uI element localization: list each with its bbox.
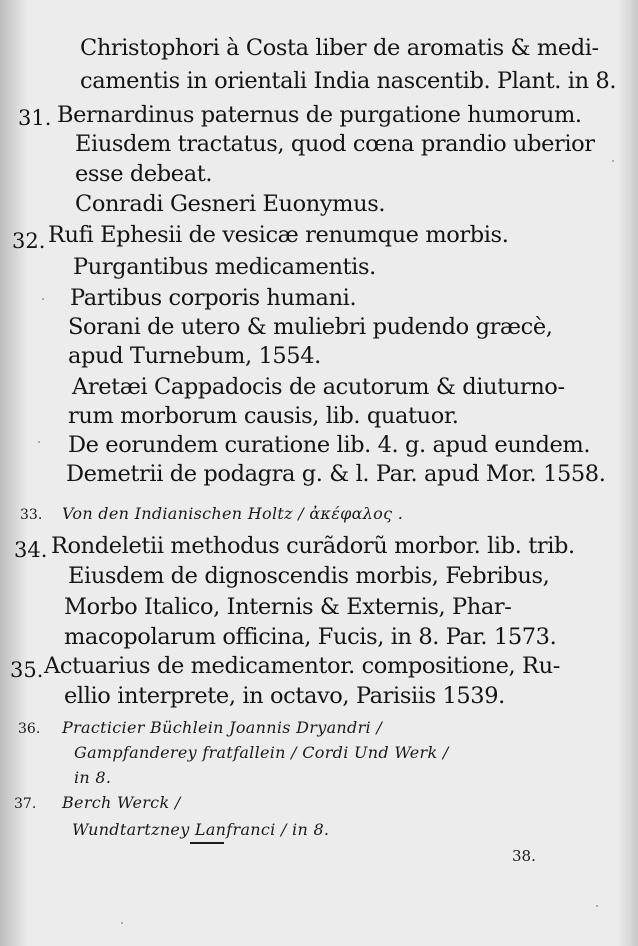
entry-line: Eiusdem tractatus, quod cœna prandio uberior — [75, 131, 595, 157]
handwritten-entry-line: Berch Werck / — [62, 793, 181, 812]
entry-number: 32. — [12, 229, 46, 253]
entry-line: Partibus corporis humani. — [70, 285, 357, 311]
entry-line: Sorani de utero & muliebri pudendo græcè, — [68, 314, 553, 340]
entry-line: esse debeat. — [75, 161, 213, 187]
catchword: 38. — [512, 847, 536, 865]
handwritten-entry-line: in 8. — [74, 768, 112, 787]
entry-line: Eiusdem de dignoscendis morbis, Febribus, — [68, 563, 550, 589]
paper-speck — [121, 922, 123, 924]
entry-line: Bernardinus paternus de purgatione humorum. — [57, 102, 582, 128]
entry-line: Morbo Italico, Internis & Externis, Phar- — [64, 594, 512, 620]
paper-speck — [596, 905, 598, 907]
entry-line: ellio interprete, in octavo, Parisiis 1539. — [64, 683, 505, 709]
entry-number: 36. — [18, 721, 41, 737]
paper-speck — [38, 441, 40, 443]
handwritten-entry-line: Gampfanderey fratfallein / Cordi Und Werk / — [74, 743, 449, 762]
entry-number: 37. — [14, 796, 37, 812]
handwritten-entry-line: Wundtartzney Lanfranci / in 8. — [72, 820, 330, 839]
paper-speck — [612, 160, 614, 162]
entry-line: macopolarum officina, Fucis, in 8. Par. 1573. — [64, 624, 557, 650]
entry-number: 34. — [14, 538, 48, 562]
entry-line: Actuarius de medicamentor. compositione, Ru- — [44, 653, 560, 679]
entry-line: Conradi Gesneri Euonymus. — [75, 191, 386, 217]
handwritten-entry-line: Von den Indianischen Holtz / ἀκέφαλος . — [62, 504, 404, 523]
entry-line: Aretæi Cappadocis de acutorum & diuturno- — [72, 374, 565, 400]
handwritten-entry-line: Practicier Büchlein Joannis Dryandri / — [62, 718, 383, 737]
ink-underline-stroke — [190, 842, 224, 844]
entry-line: Rufi Ephesii de vesicæ renumque morbis. — [48, 222, 509, 248]
page-edge-shadow — [618, 0, 638, 946]
entry-line: rum morborum causis, lib. quatuor. — [68, 403, 459, 429]
entry-line: Purgantibus medicamentis. — [73, 254, 376, 280]
paper-speck — [42, 298, 44, 300]
entry-line: De eorundem curatione lib. 4. g. apud eundem. — [68, 432, 591, 458]
entry-line: Christophori à Costa liber de aromatis & medi- — [80, 35, 599, 61]
entry-number: 31. — [18, 106, 52, 130]
entry-line: camentis in orientali India nascentib. Plant. in 8. — [80, 68, 617, 94]
entry-line: Rondeletii methodus curãdorũ morbor. lib. trib. — [51, 533, 575, 559]
entry-line: apud Turnebum, 1554. — [68, 343, 321, 369]
entry-number: 35. — [10, 658, 44, 682]
entry-number: 33. — [20, 507, 43, 523]
entry-line: Demetrii de podagra g. & l. Par. apud Mor. 1558. — [66, 461, 606, 487]
